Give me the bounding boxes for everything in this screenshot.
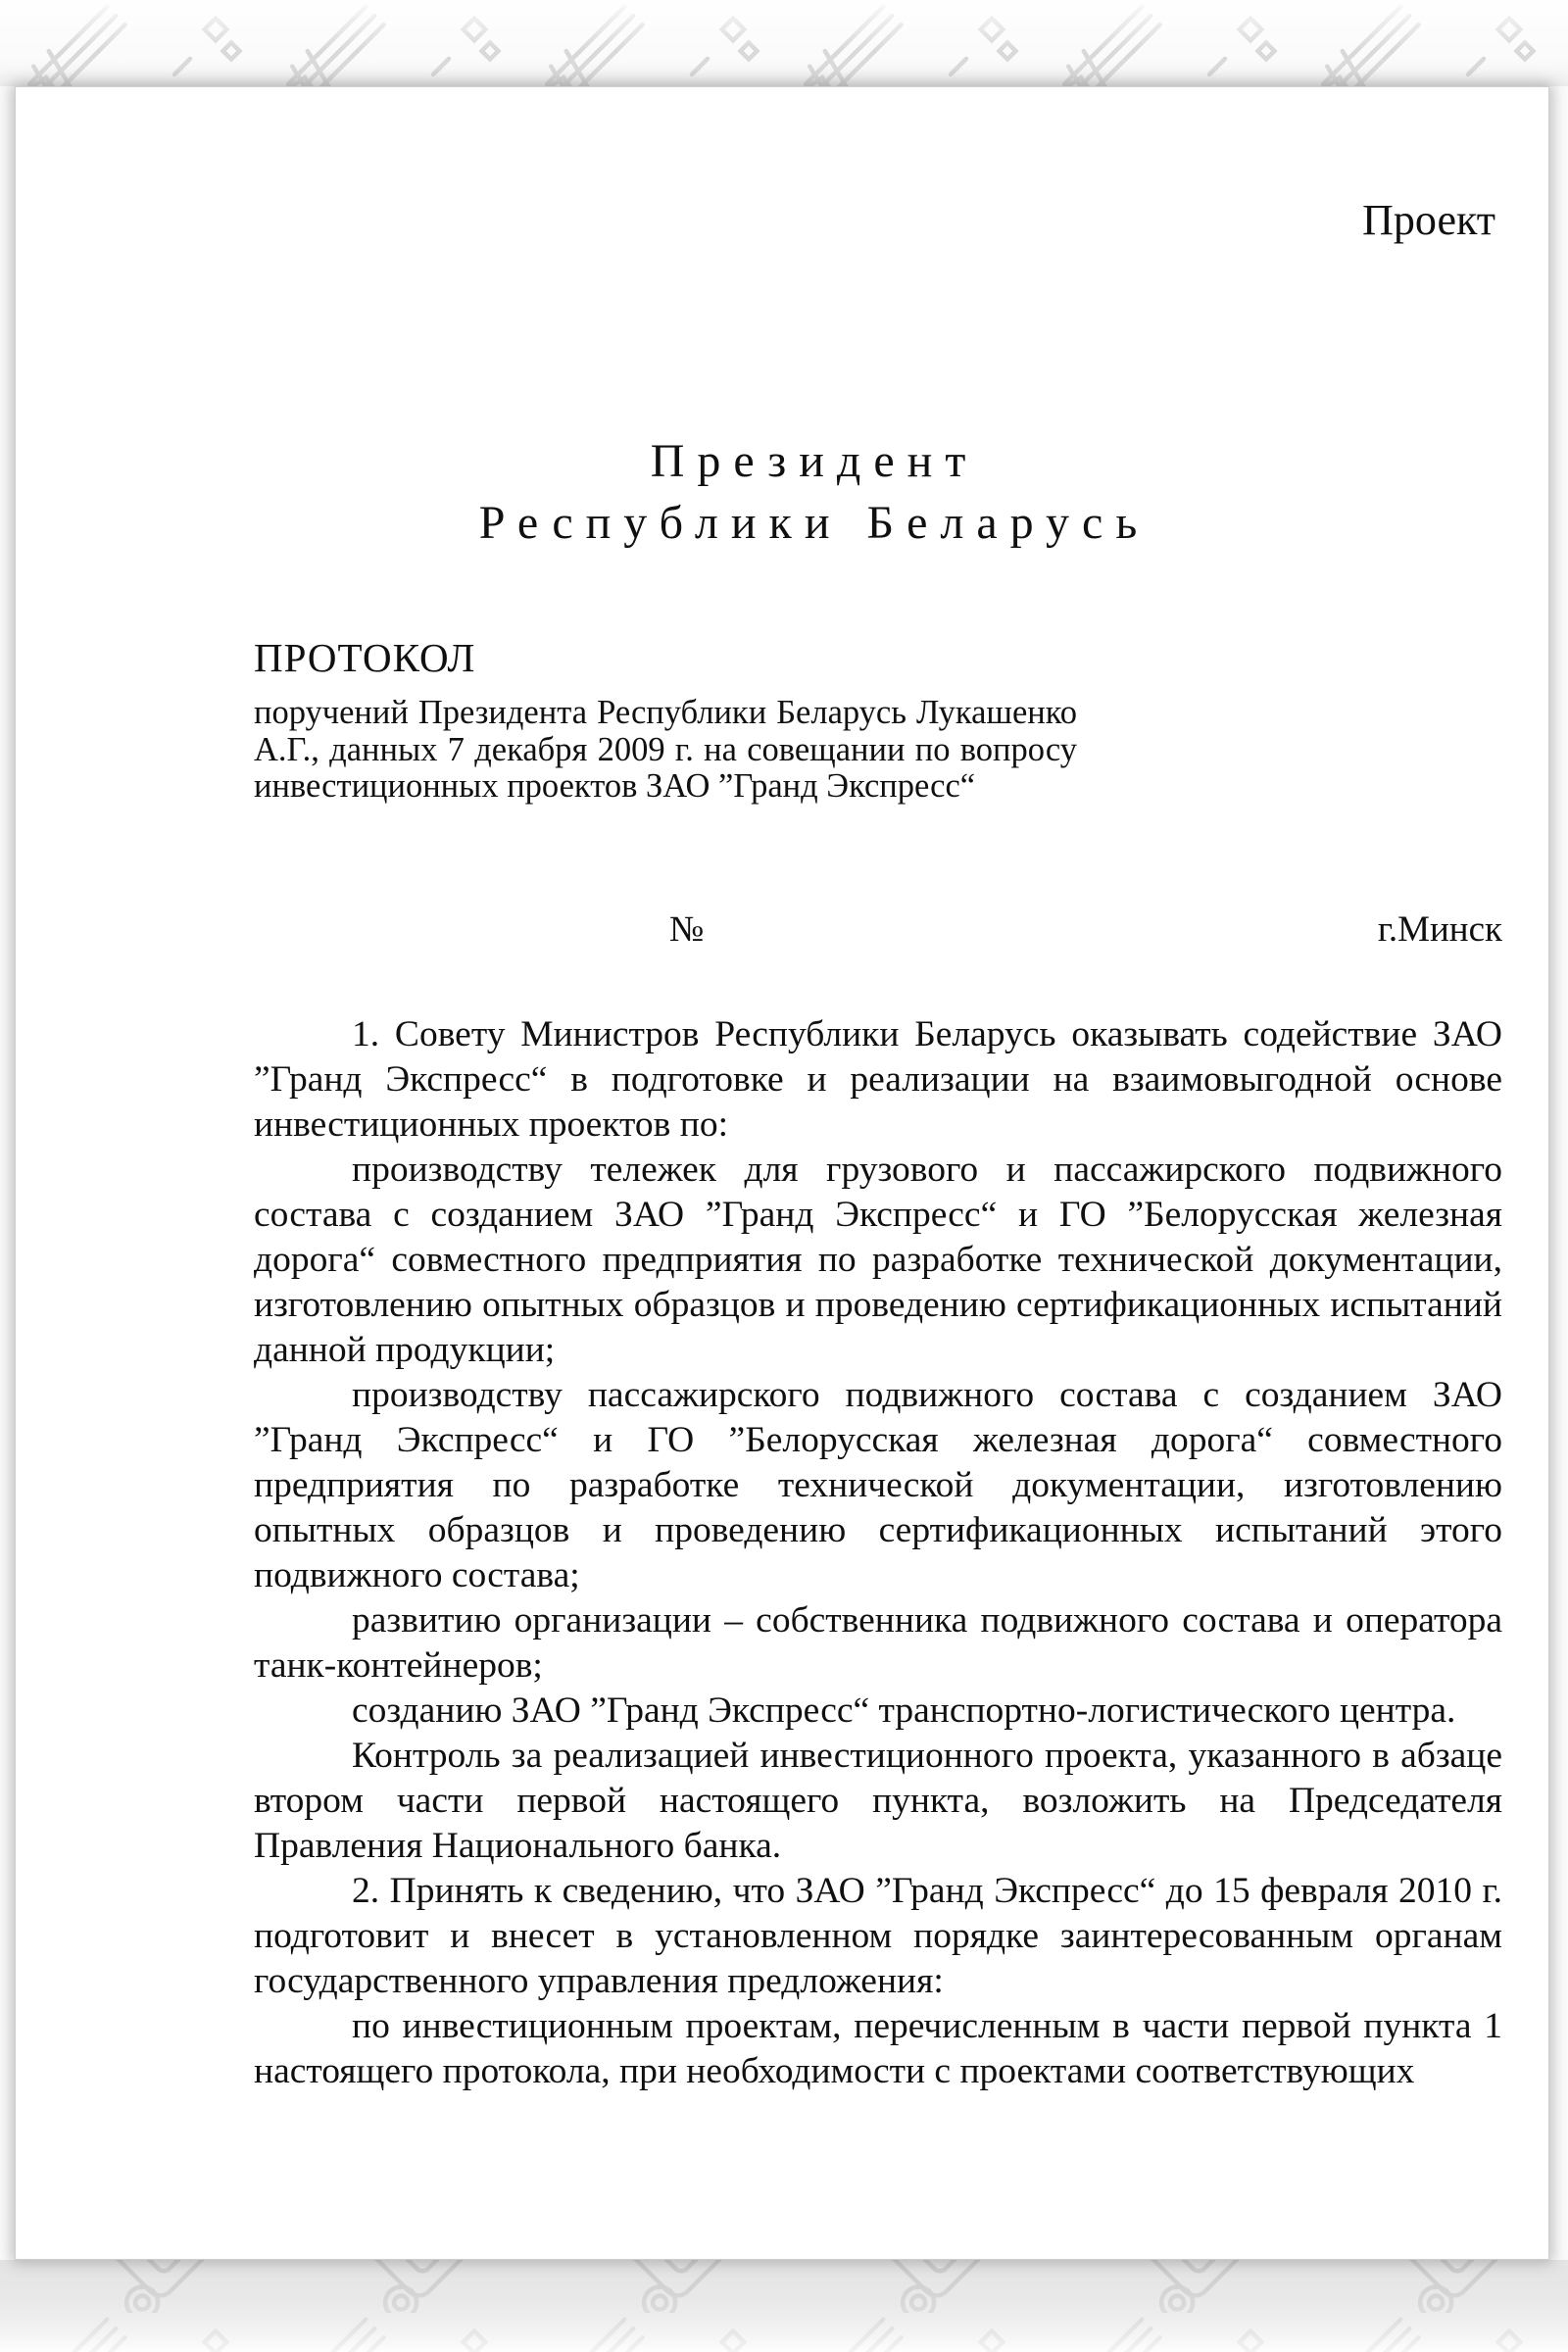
body-paragraph: производству пассажирского подвижного состава с созданием ЗАО ”Гранд Экспресс“ и ГО ”Белорусская железная дорога“ совместного предприятия по разработке технической документации, изготовлению опытных образцов и проведению сертификационных испытаний этого подвижного состава; xyxy=(254,1375,1502,1595)
body-paragraph: Контроль за реализацией инвестиционного проекта, указанного в абзаце втором части первой настоящего пункта, возложить на Председателя Правления Национального банка. xyxy=(254,1736,1502,1866)
protocol-title: ПРОТОКОЛ xyxy=(254,635,476,680)
body-paragraph: по инвестиционным проектам, перечисленным в части первой пункта 1 настоящего протокола, при необходимости с проектами соответствующих xyxy=(254,2006,1502,2091)
protocol-subtitle: поручений Президента Республики Беларусь Лукашенко А.Г., данных 7 декабря 2009 г. на совещании по вопросу инвестиционных проектов ЗАО ”Гранд Экспресс“ xyxy=(254,694,1077,806)
draft-label: Проект xyxy=(1362,196,1495,244)
letterhead xyxy=(16,430,1548,554)
number-symbol: № xyxy=(669,909,705,950)
document-body xyxy=(254,1012,1502,2094)
place-label: г.Минск xyxy=(1377,909,1502,950)
letterhead-line2: Республики Беларусь xyxy=(478,497,1151,549)
body-paragraph: развитию организации – собственника подвижного состава и оператора танк-контейнеров; xyxy=(254,1600,1502,1686)
body-paragraph: созданию ЗАО ”Гранд Экспресс“ транспортно-логистического центра. xyxy=(352,1690,1456,1731)
number-and-place-row xyxy=(254,908,1502,957)
body-paragraph: производству тележек для грузового и пассажирского подвижного состава с созданием ЗАО ”Гранд Экспресс“ и ГО ”Белорусская железная дорога“ совместного предприятия по разработке технической документации, изготовлению опытных образцов и проведению сертификационных испытаний данной продукции; xyxy=(254,1150,1502,1370)
body-paragraph: 1. Совету Министров Республики Беларусь оказывать содействие ЗАО ”Гранд Экспресс“ в подготовке и реализации на взаимовыгодной основе инвестиционных проектов по: xyxy=(254,1014,1502,1145)
letterhead-line1: Президент xyxy=(650,435,979,487)
document-page xyxy=(15,86,1549,2260)
body-paragraph: 2. Принять к сведению, что ЗАО ”Гранд Экспресс“ до 15 февраля 2010 г. подготовит и внесет в установленном порядке заинтересованным органам государственного управления предложения: xyxy=(254,1871,1502,2001)
